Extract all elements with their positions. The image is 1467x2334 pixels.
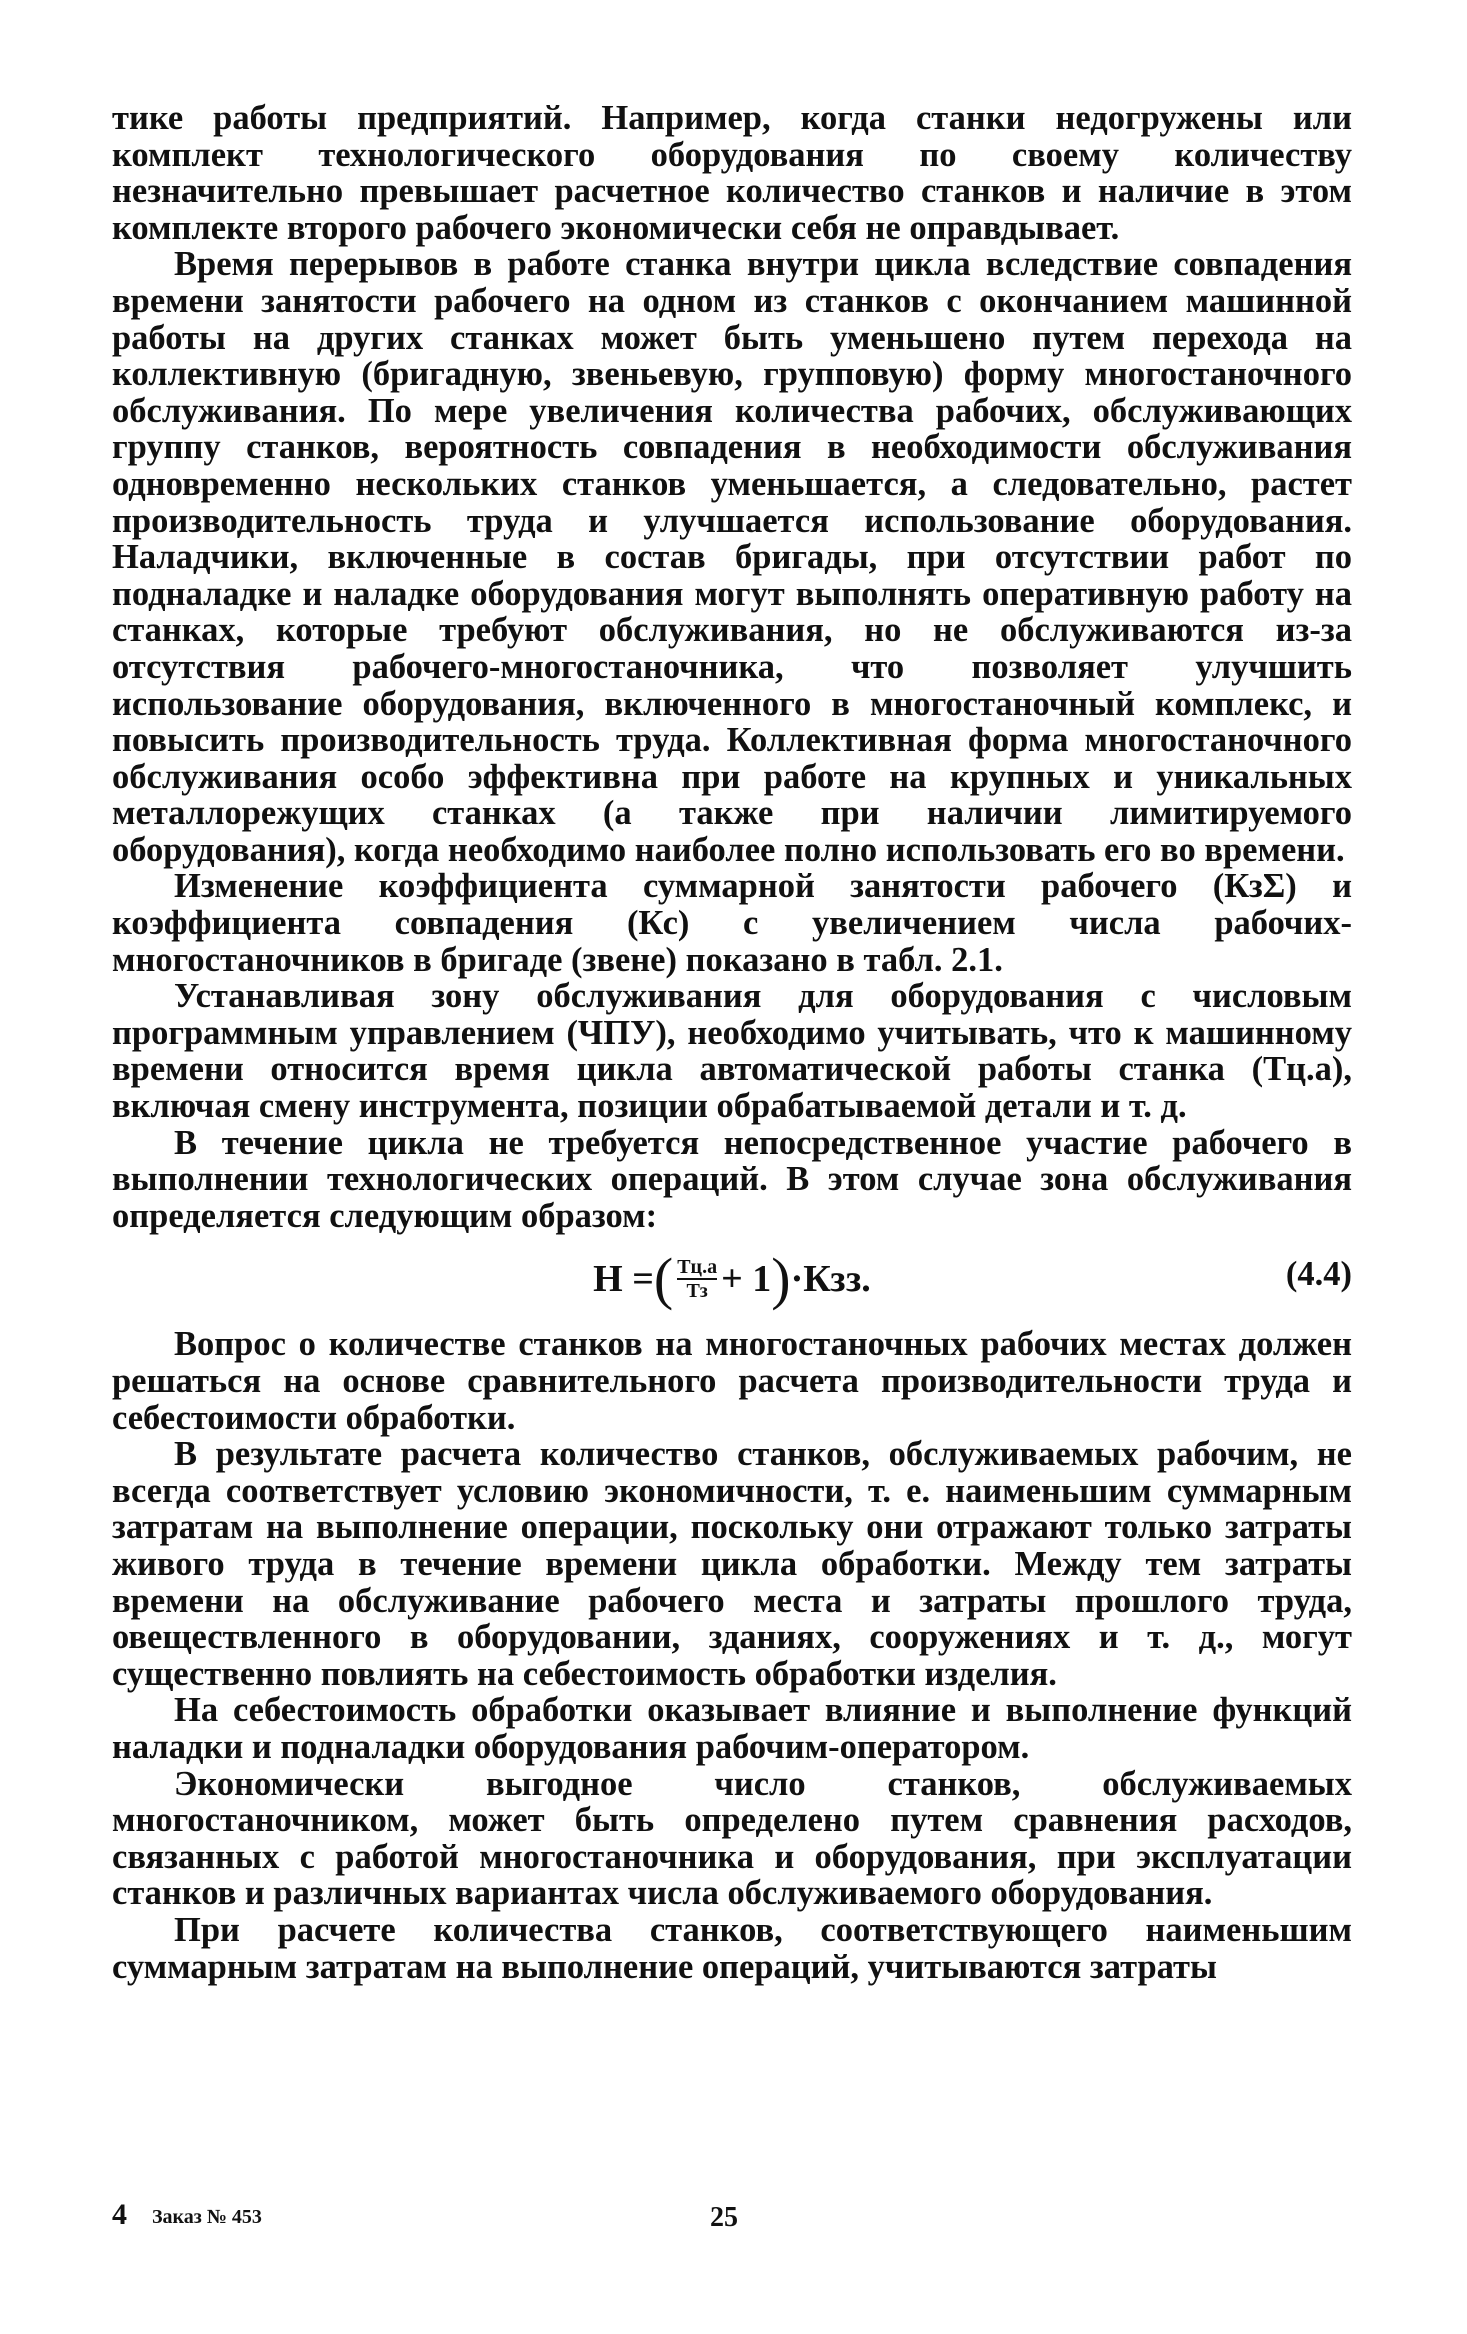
formula-number: (4.4) (1285, 1255, 1352, 1294)
page-footer (112, 2198, 1352, 2238)
paragraph-3: Изменение коэффициента суммарной занятости рабочего (КзΣ) и коэффициента совпадения (Кс) с увеличением числа рабочих-многостаночников в бригаде (звене) показано в табл. 2.1. (112, 867, 1352, 979)
formula-denominator: Тз (686, 1280, 708, 1303)
page-number: 25 (710, 2202, 738, 2233)
paragraph-6: Вопрос о количестве станков на многостаночных рабочих местах должен решаться на основе сравнительного расчета производительности труда и себестоимости обработки. (112, 1325, 1352, 1437)
paragraph-4: Устанавливая зону обслуживания для оборудования с числовым программным управлением (ЧПУ), необходимо учитывать, что к машинному времени относится время цикла автоматической работы станка (Тц.а), включая смену инструмента, позиции обрабатываемой детали и т. д. (112, 977, 1352, 1126)
paragraph-5: В течение цикла не требуется непосредственное участие рабочего в выполнении технологических операций. В этом случае зона обслуживания определяется следующим образом: (112, 1123, 1352, 1235)
paragraph-7: В результате расчета количество станков, обслуживаемых рабочим, не всегда соответствует условию экономичности, т. е. наименьшим суммарным затратам на выполнение операции, поскольку они отражают только затраты живого труда в течение времени цикла обработки. Между тем затраты времени на обслуживание рабочего места и затраты прошлого труда, овеществленного в оборудовании, зданиях, сооружениях и т. д., могут существенно повлиять на себестоимость обработки изделия. (112, 1435, 1352, 1693)
formula-plus-one: + 1 (721, 1258, 772, 1301)
paragraph-10: При расчете количества станков, соответствующего наименьшим суммарным затратам на выполнение операций, учитываются затраты (112, 1910, 1352, 1986)
formula-factor: ·Кзз. (790, 1258, 871, 1301)
paragraph-8: На себестоимость обработки оказывает влияние и выполнение функций наладки и подналадки оборудования рабочим-оператором. (112, 1691, 1352, 1766)
formula-fraction (677, 1256, 717, 1302)
paragraph-9: Экономически выгодное число станков, обслуживаемых многостаночником, может быть определено путем сравнения расходов, связанных с работой многостаночника и оборудования, при эксплуатации станков и различных вариантах числа обслуживаемого оборудования. (112, 1764, 1352, 1913)
formula-close-paren: ) (771, 1246, 791, 1312)
formula-lhs: Н = (593, 1258, 654, 1301)
page-body (112, 100, 1352, 1985)
paragraph-1: тике работы предприятий. Например, когда станки недогружены или комплект технологического оборудования по своему количеству незначительно превышает расчетное количество станков и наличие в этом комплекте второго рабочего экономически себя не оправдывает. (112, 99, 1352, 247)
paragraph-2: Время перерывов в работе станка внутри цикла вследствие совпадения времени занятости рабочего на одном из станков с окончанием машинной работы на других станках может быть уменьшено путем перехода на коллективную (бригадную, звеньевую, групповую) форму многостаночного обслуживания. По мере увеличения количества рабочих, обслуживающих группу станков, вероятность совпадения в необходимости обслуживания одновременно нескольких станков уменьшается, а следовательно, растет производительность труда и улучшается использование оборудования. Наладчики, включенные в состав бригады, при отсутствии работ по подналадке и наладке оборудования могут выполнять оперативную работу на станках, которые требуют обслуживания, но не обслуживаются из-за отсутствия рабочего-многостаночника, что позволяет улучшить использование оборудования, включенного в многостаночный комплекс, и повысить производительность труда. Коллективная форма многостаночного обслуживания особо эффективна при работе на крупных и уникальных металлорежущих станках (а также при наличии лимитируемого оборудования), когда необходимо наиболее полно использовать его во времени. (112, 245, 1352, 869)
signature-mark: 4 (112, 2198, 127, 2231)
formula-open-paren: ( (653, 1246, 674, 1312)
formula-4-4 (112, 1242, 1352, 1316)
order-number: Заказ № 453 (152, 2206, 262, 2228)
formula-numerator: Тц.а (677, 1256, 718, 1279)
